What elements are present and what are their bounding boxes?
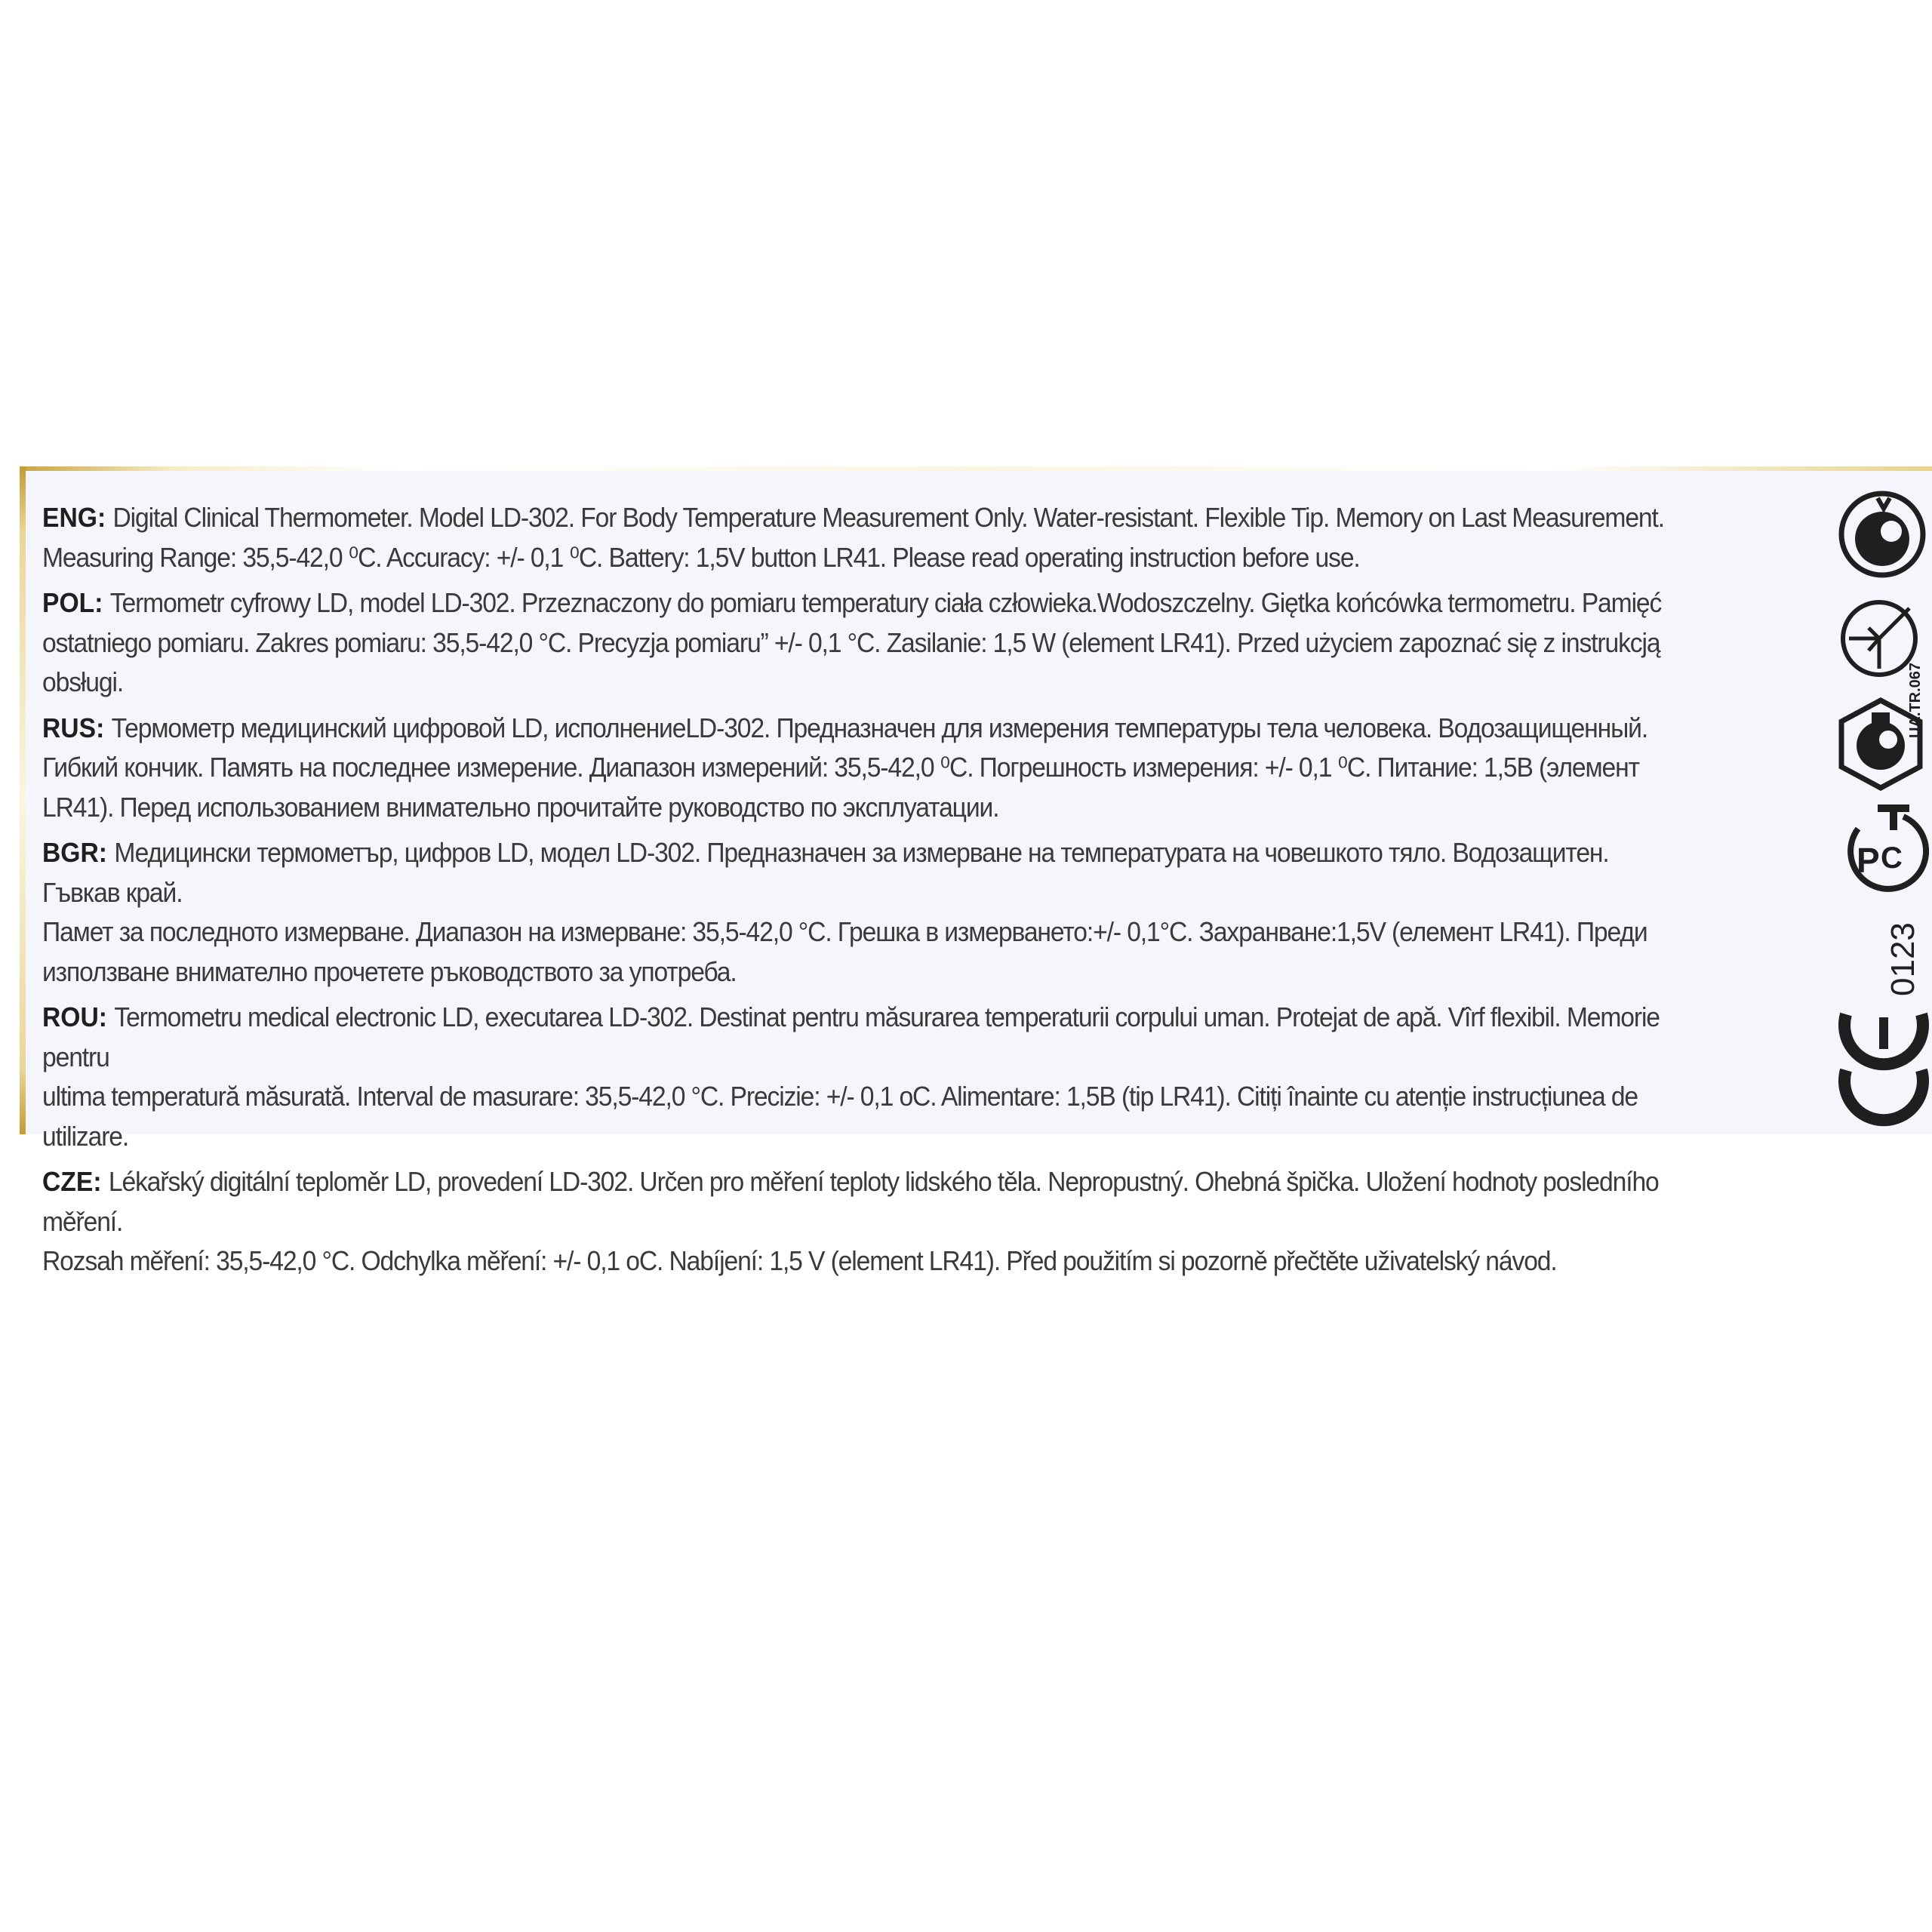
certification-code-label: [1899, 595, 1929, 746]
paragraph-line: Termometr cyfrowy LD, model LD-302. Przeznaczony do pomiaru temperatury ciała człowieka.Wodoszczelny. Giętka końcówka termometru. Pamięć: [109, 587, 1662, 618]
paragraph-line: Termometru medical electronic LD, executarea LD-302. Destinat pentru măsurarea temperaturii corpului uman. Protejat de apă. Vîrf flexibil. Memorie pentru: [42, 1001, 1660, 1072]
ce-number: 0123: [1884, 922, 1921, 996]
gost-r-mark-icon: [1837, 489, 1927, 580]
paragraph-eng: [42, 498, 1687, 577]
language-code: CZE:: [42, 1166, 102, 1197]
paragraph-line: Медицински термометър, цифров LD, модел LD-302. Предназначен за измерване на температурата на човешкото тяло. Водозащитен. Гъвкав край.: [42, 837, 1609, 908]
language-code: ENG:: [42, 502, 106, 533]
svg-text:C: C: [1881, 841, 1903, 875]
language-code: BGR:: [42, 837, 108, 868]
paragraph-line: Measuring Range: 35,5-42,0 ⁰C. Accuracy: +/- 0,1 ⁰C. Battery: 1,5V button LR41. Please read operating instruction before use.: [42, 541, 1360, 573]
pct-certification-mark-icon: [1835, 798, 1927, 898]
gold-border-top: [20, 466, 1932, 471]
paragraph-cze: [42, 1162, 1687, 1281]
multilingual-description: [42, 498, 1687, 1287]
language-code: RUS:: [42, 712, 105, 743]
paragraph-line: Гибкий кончик. Память на последнее измерение. Диапазон измерений: 35,5-42,0 ⁰C. Погрешность измерения: +/- 0,1 ⁰C. Питание: 1,5В (элемент: [42, 752, 1639, 783]
paragraph-line: LR41). Перед использованием внимательно прочитайте руководство по эксплуатации.: [42, 791, 999, 823]
certification-symbols: [1807, 466, 1932, 1134]
paragraph-line: Rozsah měření: 35,5-42,0 °C. Odchylka měření: +/- 0,1 oC. Nabíjení: 1,5 V (element LR41). Před použitím si pozorně přečtěte uživatelský návod.: [42, 1245, 1557, 1276]
paragraph-line: ostatniego pomiaru. Zakres pomiaru: 35,5-42,0 °C. Precyzja pomiaru” +/- 0,1 °C. Zasilanie: 1,5 W (element LR41). Przed użyciem zapoznać się z instrukcją obsługi.: [42, 626, 1660, 697]
paragraph-line: ultima temperatură măsurată. Interval de masurare: 35,5-42,0 °C. Precizie: +/- 0,1 oC. Alimentare: 1,5B (tip LR41). Citiți înainte cu atenție instrucțiunea de utilizare.: [42, 1081, 1638, 1152]
certification-code: UA.TR.067: [1907, 662, 1924, 738]
svg-text:P: P: [1857, 841, 1880, 880]
paragraph-line: Памет за последното измерване. Диапазон на измерване: 35,5-42,0 °C. Грешка в измерването:+/- 0,1°C. Захранване:1,5V (елемент LR41). Преди: [42, 916, 1647, 947]
language-code: ROU:: [42, 1001, 108, 1032]
product-label: [20, 466, 1932, 1276]
paragraph-line: Термометр медицинский цифровой LD, исполнениеLD-302. Предназначен для измерения температуры тела человека. Водозащищенный.: [111, 712, 1648, 743]
paragraph-line: използване внимателно прочетете ръководството за употреба.: [42, 955, 737, 987]
paragraph-bgr: [42, 833, 1687, 992]
gold-border-left: [20, 466, 26, 1134]
ce-mark-icon: [1834, 1008, 1930, 1121]
paragraph-line: Digital Clinical Thermometer. Model LD-302. For Body Temperature Measurement Only. Water-resistant. Flexible Tip. Memory on Last Measurement.: [112, 502, 1664, 533]
paragraph-line: Lékařský digitální teploměr LD, provedení LD-302. Určen pro měření teploty lidského těla. Nepropustný. Ohebná špička. Uložení hodnoty posledního měření.: [42, 1166, 1659, 1237]
ce-number-text: [1876, 907, 1929, 1005]
language-code: POL:: [42, 587, 103, 618]
paragraph-pol: [42, 583, 1687, 703]
paragraph-rou: [42, 998, 1687, 1156]
paragraph-rus: [42, 709, 1687, 828]
